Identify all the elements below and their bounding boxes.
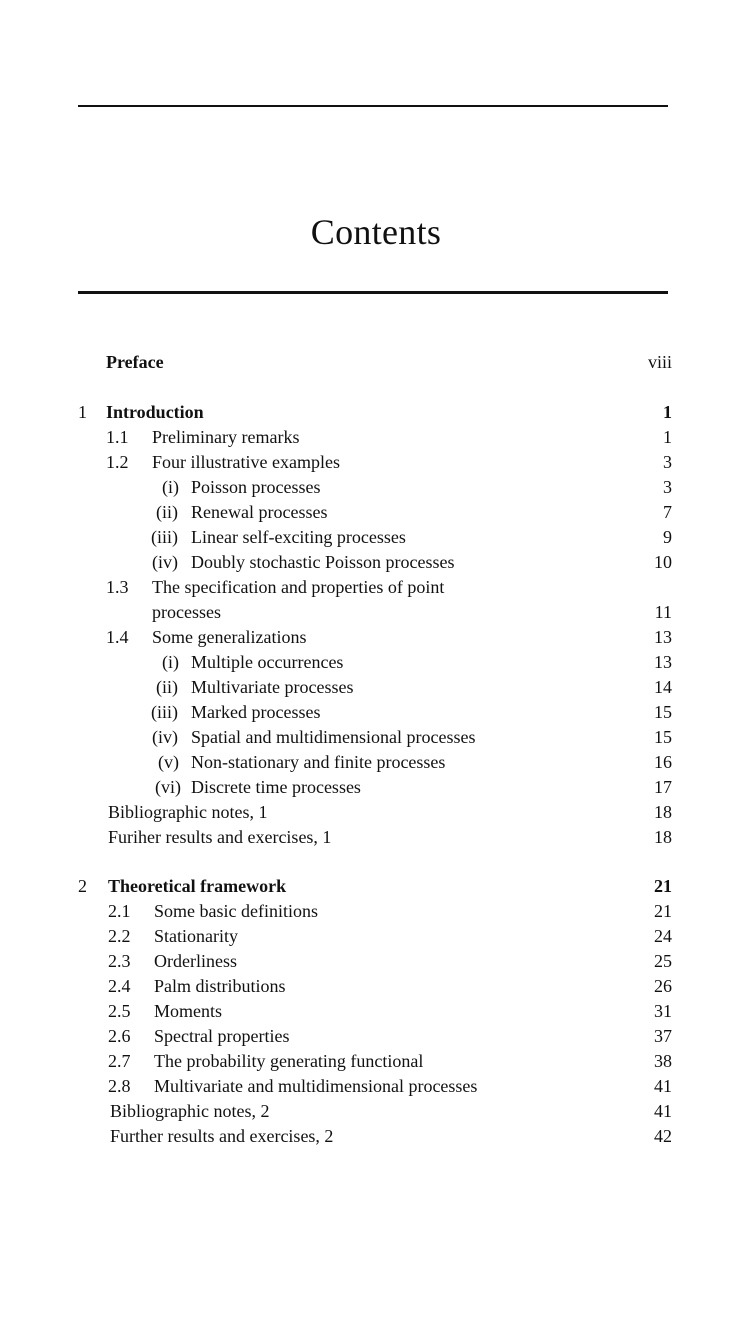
toc-entry[interactable] <box>0 999 752 1024</box>
toc-subentry[interactable] <box>0 750 752 775</box>
chapter-page: 1 <box>663 402 672 422</box>
toc-entry[interactable] <box>0 1049 752 1074</box>
toc-subentry[interactable] <box>0 725 752 750</box>
subentry-number: (iii) <box>151 527 178 547</box>
toc-entry[interactable] <box>0 450 752 475</box>
subentry-text: Doubly stochastic Poisson processes <box>191 552 455 572</box>
entry-text: processes <box>152 602 221 622</box>
entry-number: 2.7 <box>108 1051 131 1071</box>
toc-entry[interactable] <box>0 425 752 450</box>
subentry-text: Renewal processes <box>191 502 328 522</box>
entry-number: 2.3 <box>108 951 131 971</box>
entry-page: 11 <box>654 602 672 622</box>
toc-subentry[interactable] <box>0 775 752 800</box>
subentry-number: (ii) <box>156 677 178 697</box>
entry-number: 1.2 <box>106 452 129 472</box>
entry-page: 18 <box>654 827 672 847</box>
chapter-number: 1 <box>78 402 87 422</box>
subentry-number: (vi) <box>155 777 181 797</box>
entry-page: 21 <box>654 901 672 921</box>
entry-number: 1.3 <box>106 577 129 597</box>
subentry-page: 14 <box>654 677 672 697</box>
entry-number: 2.4 <box>108 976 131 996</box>
entry-number: 2.8 <box>108 1076 131 1096</box>
toc-entry[interactable] <box>0 575 752 600</box>
subentry-page: 9 <box>663 527 672 547</box>
subentry-text: Multivariate processes <box>191 677 354 697</box>
entry-text: Spectral properties <box>154 1026 290 1046</box>
subentry-page: 3 <box>663 477 672 497</box>
subentry-page: 15 <box>654 727 672 747</box>
entry-text: Furiher results and exercises, 1 <box>108 827 332 847</box>
entry-page: 38 <box>654 1051 672 1071</box>
chapter-page: 21 <box>654 876 672 896</box>
entry-text: Bibliographic notes, 2 <box>110 1101 270 1121</box>
entry-number: 1.4 <box>106 627 129 647</box>
entry-page: 18 <box>654 802 672 822</box>
page-title: Contents <box>310 212 442 252</box>
entry-page: 37 <box>654 1026 672 1046</box>
subentry-text: Poisson processes <box>191 477 321 497</box>
subentry-page: 7 <box>663 502 672 522</box>
toc-subentry[interactable] <box>0 700 752 725</box>
entry-text: Orderliness <box>154 951 237 971</box>
subentry-number: (iii) <box>151 702 178 722</box>
subentry-page: 17 <box>654 777 672 797</box>
toc-entry[interactable] <box>0 1074 752 1099</box>
entry-page: 31 <box>654 1001 672 1021</box>
entry-number: 2.2 <box>108 926 131 946</box>
toc-subentry[interactable] <box>0 550 752 575</box>
entry-page: 1 <box>663 427 672 447</box>
subentry-text: Discrete time processes <box>191 777 361 797</box>
entry-page: 26 <box>654 976 672 996</box>
subentry-text: Non-stationary and finite processes <box>191 752 446 772</box>
entry-text: Four illustrative examples <box>152 452 340 472</box>
toc-preface[interactable] <box>0 350 752 375</box>
toc-entry[interactable] <box>0 625 752 650</box>
toc-entry[interactable] <box>0 1099 752 1124</box>
subentry-number: (iv) <box>152 727 178 747</box>
toc-entry[interactable] <box>0 949 752 974</box>
entry-text: Some generalizations <box>152 627 307 647</box>
toc-entry-continuation[interactable] <box>0 600 752 625</box>
preface-page: viii <box>647 352 672 372</box>
toc-entry[interactable] <box>0 974 752 999</box>
subentry-number: (v) <box>158 752 179 772</box>
entry-text: The specification and properties of point <box>152 577 445 597</box>
subentry-text: Linear self-exciting processes <box>191 527 406 547</box>
entry-text: Palm distributions <box>154 976 286 996</box>
toc-subentry[interactable] <box>0 650 752 675</box>
entry-text: The probability generating functional <box>154 1051 424 1071</box>
entry-page: 13 <box>654 627 672 647</box>
entry-text: Further results and exercises, 2 <box>110 1126 334 1146</box>
toc-chapter-1[interactable] <box>0 400 752 425</box>
entry-page: 41 <box>654 1101 672 1121</box>
entry-page: 25 <box>654 951 672 971</box>
toc-entry[interactable] <box>0 800 752 825</box>
subentry-number: (i) <box>162 477 179 497</box>
entry-text: Moments <box>154 1001 223 1021</box>
subentry-number: (iv) <box>152 552 178 572</box>
subentry-page: 15 <box>654 702 672 722</box>
entry-page: 24 <box>654 926 672 946</box>
entry-page: 41 <box>654 1076 672 1096</box>
entry-text: Stationarity <box>154 926 238 946</box>
toc-subentry[interactable] <box>0 675 752 700</box>
subentry-page: 10 <box>654 552 672 572</box>
entry-number: 1.1 <box>106 427 129 447</box>
toc-subentry[interactable] <box>0 500 752 525</box>
entry-text: Some basic definitions <box>154 901 318 921</box>
subentry-page: 16 <box>654 752 672 772</box>
chapter-title: Theoretical framework <box>108 876 287 896</box>
subentry-text: Multiple occurrences <box>191 652 344 672</box>
toc-entry[interactable] <box>0 1024 752 1049</box>
entry-number: 2.5 <box>108 1001 131 1021</box>
subentry-text: Spatial and multidimensional processes <box>191 727 476 747</box>
toc-subentry[interactable] <box>0 475 752 500</box>
subentry-number: (ii) <box>156 502 178 522</box>
toc-subentry[interactable] <box>0 525 752 550</box>
entry-text: Bibliographic notes, 1 <box>108 802 268 822</box>
entry-text: Preliminary remarks <box>152 427 300 447</box>
subentry-text: Marked processes <box>191 702 321 722</box>
entry-page: 3 <box>663 452 672 472</box>
subentry-page: 13 <box>654 652 672 672</box>
toc-entry[interactable] <box>0 899 752 924</box>
chapter-number: 2 <box>78 876 87 896</box>
entry-page: 42 <box>654 1126 672 1146</box>
entry-text: Multivariate and multidimensional processes <box>154 1076 478 1096</box>
preface-label: Preface <box>106 352 164 372</box>
chapter-title: Introduction <box>106 402 204 422</box>
toc-entry[interactable] <box>0 825 752 850</box>
entry-number: 2.6 <box>108 1026 131 1046</box>
toc-entry[interactable] <box>0 924 752 949</box>
toc-entry[interactable] <box>0 1124 752 1149</box>
toc-chapter-2[interactable] <box>0 874 752 899</box>
entry-number: 2.1 <box>108 901 131 921</box>
subentry-number: (i) <box>162 652 179 672</box>
